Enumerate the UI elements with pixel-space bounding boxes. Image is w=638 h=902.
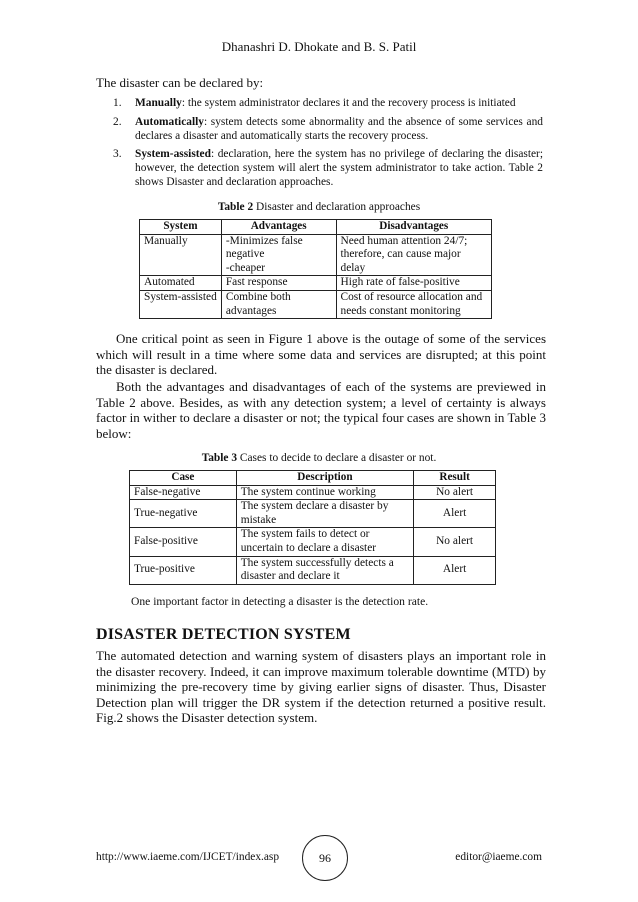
table-row xyxy=(130,485,496,500)
table-cell: The system continue working xyxy=(236,485,413,500)
list-number: 1. xyxy=(113,97,122,109)
table-header-row xyxy=(130,471,496,486)
table-cell: Combine both advantages xyxy=(221,290,336,318)
table-cell: System-assisted xyxy=(140,290,222,318)
list-text: : system detects some abnormality and the absence of some services and declares a disaster and automatically starts the recovery process. xyxy=(135,116,543,142)
table-cell: True-negative xyxy=(130,500,237,528)
table-cell: No alert xyxy=(414,528,496,556)
footer-email[interactable]: editor@iaeme.com xyxy=(455,851,542,863)
table-cell: Alert xyxy=(414,556,496,584)
table-cell: False-negative xyxy=(130,485,237,500)
table-row xyxy=(140,290,492,318)
section-paragraph: The automated detection and warning system of disasters plays an important role in the disaster recovery. Indeed, it can improve maximum tolerable downtime (MTD) by minimizing the pre-recovery time by giving earlier signs of disaster. Thus, Disaster Detection plan will trigger the DR system if the detection returned a positive result. Fig.2 shows the Disaster detection system. xyxy=(96,648,546,726)
table-header-cell: Result xyxy=(414,471,496,486)
intro-text: The disaster can be declared by: xyxy=(96,75,264,90)
table-cell: The system fails to detect or uncertain to declare a disaster xyxy=(236,528,413,556)
paragraph: One critical point as seen in Figure 1 above is the outage of some of the services which will result in a time where some data and services are disrupted; at this point the disaster is declared. xyxy=(96,331,546,378)
page-number: 96 xyxy=(302,835,348,881)
table-header-cell: Advantages xyxy=(221,220,336,235)
table-row xyxy=(130,556,496,584)
table3-note: One important factor in detecting a disaster is the detection rate. xyxy=(131,595,429,608)
table2-caption-text: Disaster and declaration approaches xyxy=(253,201,421,213)
table-row xyxy=(130,500,496,528)
table-cell: Need human attention 24/7; therefore, can cause major delay xyxy=(336,234,492,276)
table3-caption-text: Cases to decide to declare a disaster or not. xyxy=(237,452,437,464)
table-cell: Automated xyxy=(140,276,222,291)
table-row xyxy=(140,276,492,291)
table-cell: Fast response xyxy=(221,276,336,291)
table-cell: High rate of false-positive xyxy=(336,276,492,291)
table-row xyxy=(130,528,496,556)
table2-caption xyxy=(0,201,638,213)
table-cell: No alert xyxy=(414,485,496,500)
list-term: System-assisted xyxy=(135,148,211,160)
list-text: : the system administrator declares it and the recovery process is initiated xyxy=(181,97,516,109)
table-header-cell: Disadvantages xyxy=(336,220,492,235)
table3-caption-label: Table 3 xyxy=(201,452,238,464)
table-cell: The system successfully detects a disaster and declare it xyxy=(236,556,413,584)
footer-url[interactable]: http://www.iaeme.com/IJCET/index.asp xyxy=(96,851,280,863)
table-cell: Manually xyxy=(140,234,222,276)
table-cell: -Minimizes false negative -cheaper xyxy=(221,234,336,276)
table-header-cell: Description xyxy=(236,471,413,486)
list-term: Automatically xyxy=(135,116,204,128)
table-header-row xyxy=(140,220,492,235)
table-cell: False-positive xyxy=(130,528,237,556)
table3 xyxy=(129,470,496,585)
table-cell: Alert xyxy=(414,500,496,528)
table-cell: Cost of resource allocation and needs constant monitoring xyxy=(336,290,492,318)
paragraph: Both the advantages and disadvantages of each of the systems are previewed in Table 2 above. Besides, as with any detection system; a level of certainty is always factor in wither to declare a disaster or not; the typical four cases are shown in Table 3 below: xyxy=(96,379,546,441)
table-cell: The system declare a disaster by mistake xyxy=(236,500,413,528)
table2 xyxy=(139,219,492,319)
table2-caption-label: Table 2 xyxy=(217,201,254,213)
list-term: Manually xyxy=(135,97,182,109)
table-row xyxy=(140,234,492,276)
table-cell: True-positive xyxy=(130,556,237,584)
list-text: : declaration, here the system has no privilege of declaring the disaster; however, the detection system will alert the system administrator to take action. Table 2 shows Disaster and declaration approaches. xyxy=(135,148,543,188)
table-header-cell: System xyxy=(140,220,222,235)
table3-caption xyxy=(0,452,638,464)
section-heading: DISASTER DETECTION SYSTEM xyxy=(96,626,351,643)
running-header: Dhanashri D. Dhokate and B. S. Patil xyxy=(221,39,417,54)
list-number: 3. xyxy=(113,148,122,160)
table-header-cell: Case xyxy=(130,471,237,486)
list-number: 2. xyxy=(113,116,122,128)
